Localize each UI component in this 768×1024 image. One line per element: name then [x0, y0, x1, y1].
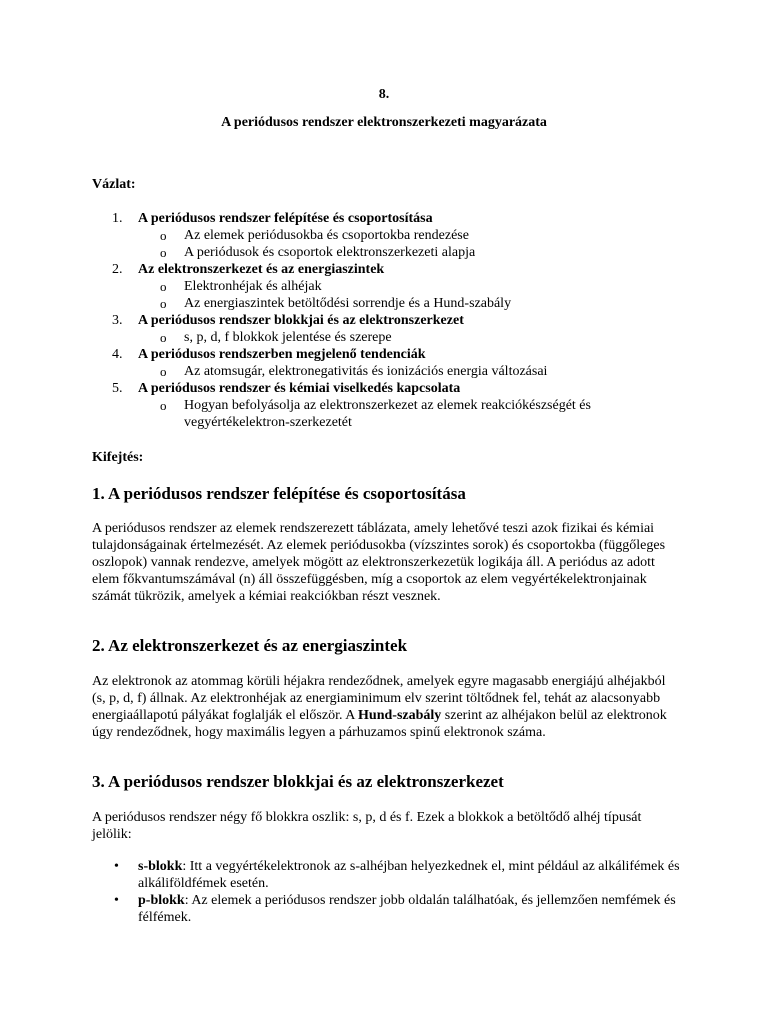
hund-rule-term: Hund-szabály	[358, 708, 442, 723]
circle-bullet-icon: o	[160, 330, 167, 345]
document-title: A periódusos rendszer elektronszerkezeti magyarázata	[221, 115, 547, 130]
circle-bullet-icon: o	[160, 245, 167, 260]
outline-item	[92, 261, 692, 278]
circle-bullet-icon: o	[160, 364, 167, 379]
circle-bullet-icon: o	[160, 398, 167, 413]
outline-number: 5.	[112, 381, 123, 396]
circle-bullet-icon: o	[160, 279, 167, 294]
body-label: Kifejtés:	[92, 450, 144, 465]
outline-number: 2.	[112, 262, 123, 277]
section-heading: 1. A periódusos rendszer felépítése és csoportosítása	[92, 484, 466, 503]
outline-subitem: o Elektronhéjak és alhéjak	[160, 279, 322, 294]
outline-number: 3.	[112, 313, 123, 328]
dot-bullet-icon: •	[114, 859, 119, 874]
outline-number: 1.	[112, 211, 123, 226]
outline-list	[92, 210, 692, 431]
list-item: • p-blokk: Az elemek a periódusos rendszer jobb oldalán találhatóak, és jellemzően nemfémek és félfémek.	[114, 893, 676, 925]
outline-item	[92, 380, 692, 397]
section-paragraph: A periódusos rendszer négy fő blokkra oszlik: s, p, d és f. Ezek a blokkok a betöltődő alhéj típusát jelölik:	[92, 810, 642, 842]
document-number: 8.	[378, 87, 390, 102]
outline-subitem: o s, p, d, f blokkok jelentése és szerepe	[160, 330, 392, 345]
outline-item	[92, 210, 692, 227]
dot-bullet-icon: •	[114, 893, 119, 908]
outline-subitem: o Az energiaszintek betöltődési sorrendje és a Hund-szabály	[160, 296, 512, 311]
outline-number: 4.	[112, 347, 123, 362]
outline-subitem: o Az atomsugár, elektronegativitás és ionizációs energia változásai	[160, 364, 548, 379]
section-paragraph: Az elektronok az atommag körüli héjakra rendeződnek, amelyek egyre magasabb energiájú alhéjakból (s, p, d, f) állnak. Az elektronhéjak az energiaminimum elv szerint töltődnek fel, tehát az alacsonyabb energiaállapotú pályákat foglalják el először. A Hund-szabály szerint az alhéjakon belül az elektronok úgy rendeződnek, hogy maximális legyen a párhuzamos spinű elektronok száma.	[92, 674, 667, 740]
outline-label: Vázlat:	[92, 177, 136, 192]
outline-subitem: o Hogyan befolyásolja az elektronszerkezet az elemek reakciókészségét és vegyértékelektron-szerkezetét	[160, 398, 591, 430]
section-heading: 2. Az elektronszerkezet és az energiaszintek	[92, 636, 408, 655]
outline-subitem: o A periódusok és csoportok elektronszerkezeti alapja	[160, 245, 476, 260]
outline-item	[92, 346, 692, 363]
section-paragraph: A periódusos rendszer az elemek rendszerezett táblázata, amely lehetővé teszi azok fizikai és kémiai tulajdonságainak értelmezését. Az elemek periódusokba (vízszintes sorok) és csoportokba (függőleges oszlopok) vannak rendezve, amelyek mögött az elektronszerkezetük logikája áll. A periódus az adott elem főkvantumszámával (n) áll összefüggésben, míg a csoportok az elem vegyértékelektronjainak számát tükrözik, amelyek a kémiai reakciókban részt vesznek.	[92, 521, 666, 604]
outline-item	[92, 312, 692, 329]
outline-title: A periódusos rendszer felépítése és csoportosítása	[138, 211, 433, 226]
outline-title: A periódusos rendszer blokkjai és az elektronszerkezet	[138, 313, 464, 328]
list-item: • s-blokk: Itt a vegyértékelektronok az s-alhéjban helyezkednek el, mint például az alkálifémek és alkáliföldfémek esetén.	[114, 859, 680, 891]
outline-title: A periódusos rendszerben megjelenő tendenciák	[138, 347, 426, 362]
outline-title: A periódusos rendszer és kémiai viselkedés kapcsolata	[138, 381, 461, 396]
outline-subitem: o Az elemek periódusokba és csoportokba rendezése	[160, 228, 469, 243]
circle-bullet-icon: o	[160, 296, 167, 311]
block-list	[92, 858, 682, 926]
outline-title: Az elektronszerkezet és az energiaszintek	[138, 262, 385, 277]
circle-bullet-icon: o	[160, 228, 167, 243]
section-heading: 3. A periódusos rendszer blokkjai és az elektronszerkezet	[92, 772, 504, 791]
